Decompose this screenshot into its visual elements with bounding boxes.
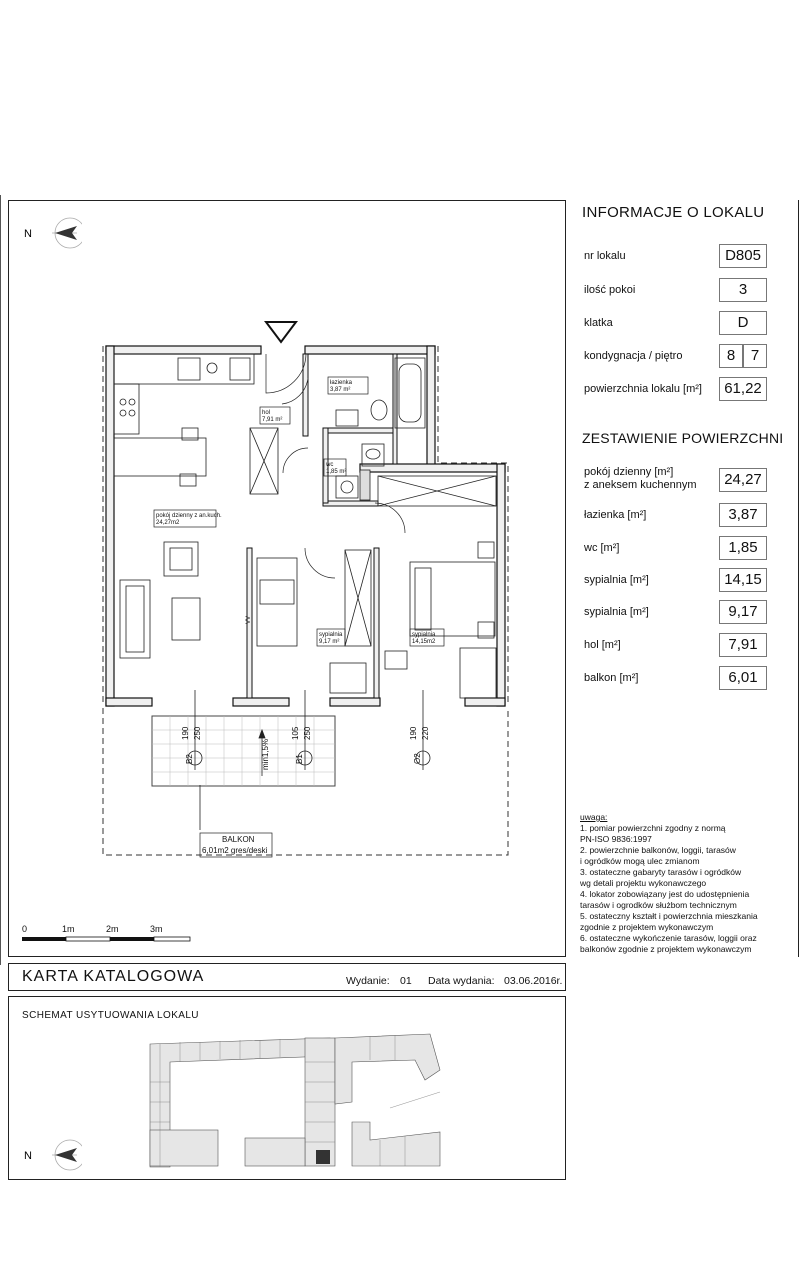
notes-line: 2. powierzchnie balkonów, loggii, tarasów <box>580 845 736 855</box>
area-label-bed2: sypialnia [m²] <box>584 574 649 586</box>
area-label-living-1: pokój dzienny [m²] <box>584 466 674 478</box>
notes-line: PN-ISO 9836:1997 <box>580 834 652 844</box>
edition-value: 01 <box>400 975 412 987</box>
hall-wardrobe <box>250 428 278 494</box>
window-markers <box>188 690 430 830</box>
schema-compass-letter: N <box>24 1150 32 1162</box>
notes-line: 1. pomiar powierzchni zgodny z normą <box>580 823 726 833</box>
date-label: Data wydania: <box>428 975 495 987</box>
window-id-b1: B1 <box>295 754 304 764</box>
info-value-area: 61,22 <box>719 377 767 401</box>
label-hall-area: 7,91 m² <box>262 417 283 423</box>
balcony-area-label: 6,01m2 gres/deski <box>202 846 268 855</box>
notes-line: 6. ostateczne wykończenie tarasów, loggii oraz <box>580 933 757 943</box>
window-h2-b1: 250 <box>303 726 312 740</box>
area-label-wc: wc [m²] <box>584 542 620 554</box>
compass-north-icon <box>22 208 82 258</box>
site-road <box>390 1092 440 1108</box>
info-value-storey: 8 <box>719 344 743 368</box>
schema-compass-icon <box>22 1130 82 1180</box>
notes-line: uwaga: <box>580 812 608 822</box>
info-title: INFORMACJE O LOKALU <box>582 204 765 221</box>
label-boxes <box>154 377 444 857</box>
label-wc-area: 1,85 m² <box>326 469 347 475</box>
compass-letter: N <box>24 228 32 240</box>
area-value-living: 24,27 <box>719 468 767 492</box>
site-buildings <box>150 1034 440 1167</box>
date-value: 03.06.2016r. <box>504 975 563 987</box>
area-value-bed2: 14,15 <box>719 568 767 592</box>
info-label-floor: kondygnacja / piętro <box>584 350 683 362</box>
scale-bar <box>22 935 192 943</box>
schema-title: SCHEMAT USYTUOWANIA LOKALU <box>22 1010 199 1021</box>
site-plan <box>140 1022 470 1172</box>
area-label-living-2: z aneksem kuchennym <box>584 479 697 491</box>
label-wc: wc <box>326 462 334 468</box>
area-label-living <box>584 466 697 492</box>
notes-line: 3. ostateczne gabaryty tarasów i ogródków <box>580 867 742 877</box>
balcony-tiles <box>152 716 335 786</box>
floor-plan <box>90 318 530 863</box>
living-furniture <box>120 542 200 658</box>
label-bed2-area: 14,15m2 <box>412 639 436 645</box>
slope-label: min1,5% <box>261 738 270 770</box>
bedroom1-furniture <box>257 550 371 693</box>
notes-line: tarasów i ogrodków służbom technicznym <box>580 900 737 910</box>
area-value-wc: 1,85 <box>719 536 767 560</box>
info-label-rooms: ilość pokoi <box>584 284 636 296</box>
scale-0: 0 <box>22 924 28 934</box>
label-bed1-area: 9,17 m² <box>319 639 340 645</box>
window-h2-b2: 250 <box>193 726 202 740</box>
area-label-balcony: balkon [m²] <box>584 672 639 684</box>
scale-1m: 1m <box>62 924 75 934</box>
area-label-hall: hol [m²] <box>584 639 621 651</box>
window-h1-b2: 190 <box>181 726 190 740</box>
bathroom-fixtures <box>336 358 425 466</box>
info-label-area: powierzchnia lokalu [m²] <box>584 383 702 395</box>
info-value-staircase: D <box>719 311 767 335</box>
areas-title: ZESTAWIENIE POWIERZCHNI <box>582 430 784 446</box>
notes-line: 4. lokator zobowiązany jest do udostępnienia <box>580 889 750 899</box>
window-h2-o2: 220 <box>421 726 430 740</box>
interior-walls <box>247 354 397 698</box>
notes-line: 5. ostateczny kształt i powierzchnia mieszkania <box>580 911 758 921</box>
label-hall: hol <box>262 410 271 416</box>
area-value-hall: 7,91 <box>719 633 767 657</box>
area-value-bath: 3,87 <box>719 503 767 527</box>
window-h1-b1: 105 <box>291 726 300 740</box>
notes-line: zgodnie z projektem wykonawczym <box>580 922 714 932</box>
notes-line: balkonów zgodnie z projektem wykonawczym <box>580 944 752 954</box>
window-id-b2: B2 <box>185 754 194 764</box>
area-value-balcony: 6,01 <box>719 666 767 690</box>
info-label-nr: nr lokalu <box>584 250 626 262</box>
notes-line: wg detali projektu wykonawczego <box>580 878 707 888</box>
info-value-rooms: 3 <box>719 278 767 302</box>
area-label-bath: łazienka [m²] <box>584 509 647 521</box>
vv-label: VV <box>246 615 252 624</box>
info-value-floor: 7 <box>743 344 767 368</box>
bedroom2-furniture <box>378 476 496 698</box>
scale-3m: 3m <box>150 924 163 934</box>
label-living: pokój dzienny z an.kuch. <box>156 513 222 519</box>
edition-label: Wydanie: <box>346 975 390 987</box>
entrance-arrow-icon <box>266 322 296 342</box>
window-h1-o2: 190 <box>409 726 418 740</box>
balcony-label: BALKON <box>222 835 255 844</box>
window-annotations <box>181 616 430 855</box>
area-value-bed1: 9,17 <box>719 600 767 624</box>
label-bath: łazienka <box>330 380 353 386</box>
unit-location-marker <box>316 1150 330 1164</box>
info-label-staircase: klatka <box>584 317 613 329</box>
info-value-nr: D805 <box>719 244 767 268</box>
label-bed2: sypialnia <box>412 632 436 638</box>
frame-left-edge <box>0 195 1 965</box>
kitchen-counter <box>114 354 254 486</box>
balcony-area <box>152 716 335 786</box>
area-label-bed1: sypialnia [m²] <box>584 606 649 618</box>
label-bath-area: 3,87 m² <box>330 387 351 393</box>
scale-2m: 2m <box>106 924 119 934</box>
label-living-area: 24,27m2 <box>156 520 180 526</box>
label-bed1: sypialnia <box>319 632 343 638</box>
notes-line: i ogródków mogą ulec zmianom <box>580 856 700 866</box>
notes <box>580 812 758 955</box>
karta-title: KARTA KATALOGOWA <box>22 968 205 985</box>
window-id-o2: O2 <box>413 753 422 764</box>
